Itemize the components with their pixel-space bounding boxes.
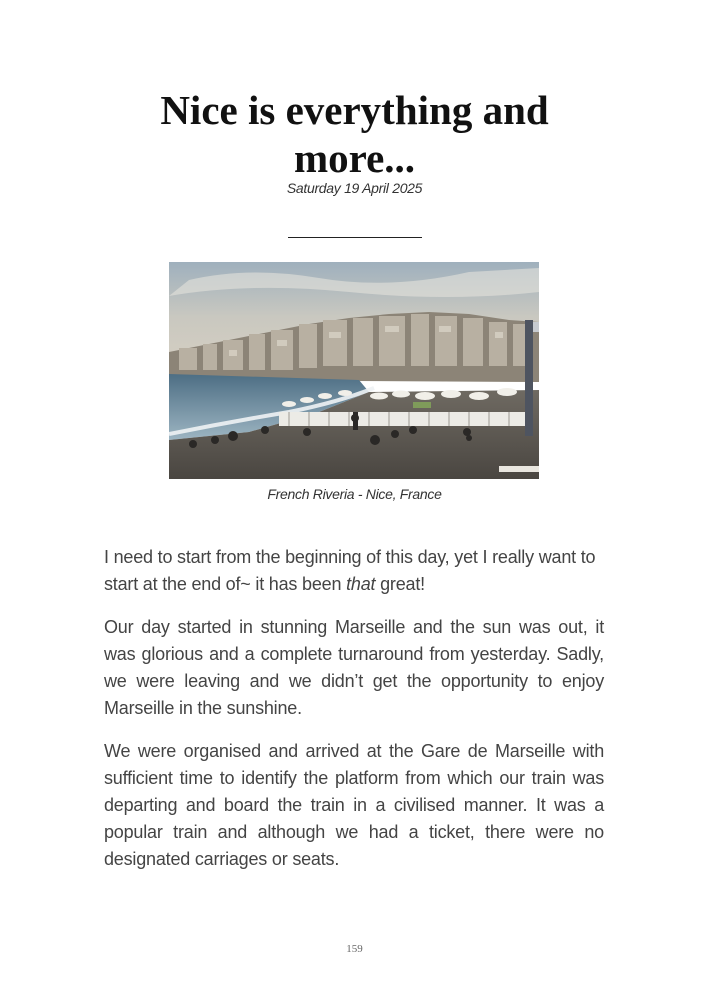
paragraph-2: Our day started in stunning Marseille and the sun was out, it was glorious and a complete turnaround from yesterday. Sadly, we were leaving and we didn’t get the opportunity to enjoy Marseille in the sunshine. bbox=[104, 617, 604, 718]
article-body bbox=[104, 544, 604, 889]
photo-caption: French Riveria - Nice, France bbox=[267, 486, 442, 502]
flag bbox=[533, 322, 539, 332]
emphasis-word: that bbox=[346, 574, 376, 594]
paragraph-1 bbox=[104, 544, 604, 598]
lounger bbox=[499, 466, 539, 472]
green-umbrella bbox=[413, 402, 431, 408]
paragraph-3: We were organised and arrived at the Gare de Marseille with sufficient time to identify the platform from which our train was departing and board the train in a civilised manner. It was a popular train and although we had a ticket, there were no designated carriages or seats. bbox=[104, 741, 604, 869]
white-fence bbox=[279, 412, 529, 426]
title-divider bbox=[288, 237, 422, 238]
page-title: Nice is everything and more... bbox=[160, 87, 549, 181]
page-number: 159 bbox=[346, 943, 363, 955]
paragraph-1-text: I need to start from the beginning of this day, yet I really want to start at the end of~ it has been bbox=[104, 547, 596, 594]
beach-photo bbox=[169, 262, 539, 479]
lifeguard-post bbox=[525, 320, 533, 436]
paragraph-1-end: great! bbox=[375, 574, 425, 594]
entry-date: Saturday 19 April 2025 bbox=[286, 180, 423, 196]
